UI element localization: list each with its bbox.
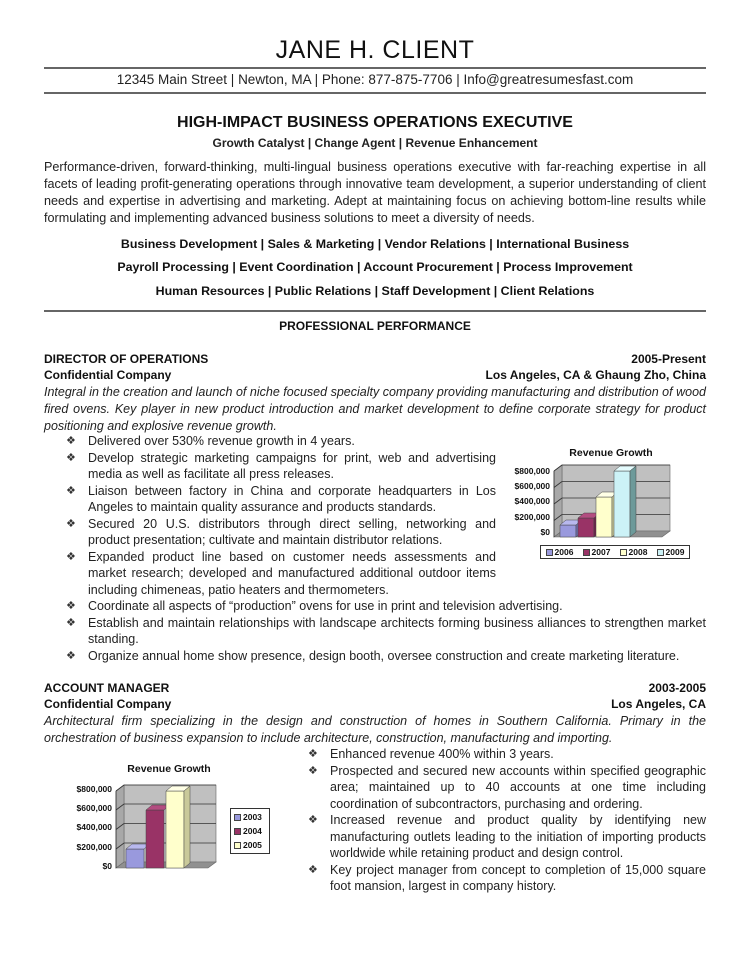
- job-location: Los Angeles, CA & Ghaung Zho, China: [485, 368, 706, 382]
- section-title: PROFESSIONAL PERFORMANCE: [279, 319, 471, 333]
- diamond-bullet-icon: ❖: [308, 863, 318, 876]
- candidate-name: JANE H. CLIENT: [275, 36, 475, 64]
- diamond-bullet-icon: ❖: [66, 435, 76, 447]
- chart-legend: [540, 545, 690, 559]
- list-item: ❖ Prospected and secured new accounts within specified geographic area; maintained up to 40 accounts at one time including coordination of subcontractors, purchasing and ordering.: [308, 763, 706, 811]
- y-tick: $800,000: [514, 466, 550, 476]
- list-item: ❖ Increased revenue and product quality by identifying new manufacturing outlets leading to the initiation of importing products worldwide while retaining product and design control.: [308, 813, 706, 860]
- revenue-growth-chart-2003-2005: [54, 760, 284, 875]
- job-location: Los Angeles, CA: [611, 697, 706, 711]
- y-tick: $400,000: [514, 496, 550, 506]
- list-item: ❖ Develop strategic marketing campaigns for print, web and advertising media as well as facilitate all press releases.: [66, 450, 496, 481]
- header-divider-bottom: [44, 92, 706, 94]
- y-tick: $600,000: [514, 481, 550, 491]
- skills-line-2: Payroll Processing | Event Coordination | Account Procurement | Process Improvement: [117, 260, 633, 274]
- list-item: ❖ Delivered over 530% revenue growth in 4 years.: [66, 434, 355, 448]
- legend-item: 2006: [546, 547, 574, 557]
- legend-item: 2008: [620, 547, 648, 557]
- diamond-bullet-icon: ❖: [308, 748, 318, 760]
- job-title: ACCOUNT MANAGER: [44, 681, 170, 695]
- diamond-bullet-icon: ❖: [66, 451, 76, 464]
- list-item: ❖ Liaison between factory in China and corporate headquarters in Los Angeles to maintain quality assurance and products standards.: [66, 483, 496, 514]
- diamond-bullet-icon: ❖: [66, 484, 76, 497]
- revenue-growth-chart-2006-2009: [500, 445, 706, 565]
- diamond-bullet-icon: ❖: [66, 649, 76, 662]
- job-bullets-continued: [64, 598, 706, 664]
- job-description: Integral in the creation and launch of niche focused specialty company providing manufacturing and distribution of wood fired ovens. Key player in new product introduction and market development to define corporate strategy for product positioning and explosive revenue growth.: [44, 385, 706, 433]
- list-item: ❖ Coordinate all aspects of “production” ovens for use in print and television advertising.: [66, 599, 563, 613]
- section-divider: [44, 310, 706, 312]
- job-dates: 2003-2005: [648, 681, 706, 695]
- company-name: Confidential Company: [44, 697, 172, 711]
- y-tick: $200,000: [514, 512, 550, 522]
- header-divider-top: [44, 67, 706, 69]
- y-tick: $0: [102, 861, 112, 871]
- y-tick: $800,000: [76, 784, 112, 794]
- legend-item: 2003: [234, 812, 266, 822]
- list-item: ❖ Establish and maintain relationships with landscape architects forming business alliances to strengthen market standing.: [66, 615, 706, 646]
- diamond-bullet-icon: ❖: [308, 764, 318, 777]
- chart-title: Revenue Growth: [569, 447, 653, 459]
- diamond-bullet-icon: ❖: [66, 616, 76, 629]
- diamond-bullet-icon: ❖: [308, 814, 318, 826]
- list-item: ❖ Key project manager from concept to completion of 15,000 square foot mansion, largest in company history.: [308, 862, 706, 893]
- profile-tagline: Growth Catalyst | Change Agent | Revenue Enhancement: [212, 136, 538, 150]
- legend-swatch-icon: [234, 842, 241, 849]
- profile-summary: Performance-driven, forward-thinking, multi-lingual business operations executive with far-reaching expertise in all facets of leading profit-generating operations through innovative team development, a superior understanding of client needs and expertise in advertising and marketing. Adept at maintaining focus on achieving bottom-line results while formulating and implementing advanced business solutions to meet a diversity of needs.: [44, 160, 706, 225]
- list-item: ❖ Enhanced revenue 400% within 3 years.: [308, 747, 554, 761]
- legend-swatch-icon: [234, 828, 241, 835]
- chart-plot-area: [552, 461, 682, 539]
- legend-item: 2009: [657, 547, 685, 557]
- list-item: ❖ Organize annual home show presence, design booth, oversee construction and create marketing literature.: [66, 648, 680, 663]
- diamond-bullet-icon: ❖: [66, 550, 76, 563]
- legend-swatch-icon: [583, 549, 590, 556]
- skills-line-1: Business Development | Sales & Marketing | Vendor Relations | International Business: [120, 237, 630, 251]
- job-bullets: [306, 746, 706, 895]
- company-name: Confidential Company: [44, 368, 172, 382]
- diamond-bullet-icon: ❖: [66, 600, 76, 612]
- legend-item: 2005: [234, 840, 266, 850]
- list-item: ❖ Expanded product line based on customer needs assessments and market research; developed and manufactured additional outdoor items including chimeneas, patio heaters and thermometers.: [66, 549, 496, 597]
- chart-title: Revenue Growth: [127, 763, 211, 775]
- job-bullets: [64, 433, 496, 598]
- legend-swatch-icon: [546, 549, 553, 556]
- y-tick: $200,000: [76, 842, 112, 852]
- y-tick: $400,000: [76, 822, 112, 832]
- skills-line-3: Human Resources | Public Relations | Staff Development | Client Relations: [155, 284, 595, 298]
- job-title: DIRECTOR OF OPERATIONS: [44, 352, 209, 366]
- y-tick: $0: [540, 527, 550, 537]
- job-dates: 2005-Present: [631, 352, 706, 366]
- legend-swatch-icon: [620, 549, 627, 556]
- legend-swatch-icon: [234, 814, 241, 821]
- legend-swatch-icon: [657, 549, 664, 556]
- diamond-bullet-icon: ❖: [66, 517, 76, 530]
- legend-item: 2004: [234, 826, 266, 836]
- contact-info: 12345 Main Street | Newton, MA | Phone: 877-875-7706 | Info@greatresumesfast.com: [116, 72, 634, 87]
- y-tick: $600,000: [76, 803, 112, 813]
- profile-headline: HIGH-IMPACT BUSINESS OPERATIONS EXECUTIVE: [177, 114, 573, 131]
- list-item: ❖ Secured 20 U.S. distributors through direct selling, networking and product presentation; cultivate and maintain distributor relations.: [66, 516, 496, 547]
- legend-item: 2007: [583, 547, 611, 557]
- chart-plot-area: [114, 782, 224, 872]
- job-description: Architectural firm specializing in the design and construction of homes in Southern California. Primary in the orchestration of business expansion to include architecture, construction, manufacturing and importing.: [44, 714, 706, 745]
- chart-legend: [230, 808, 270, 854]
